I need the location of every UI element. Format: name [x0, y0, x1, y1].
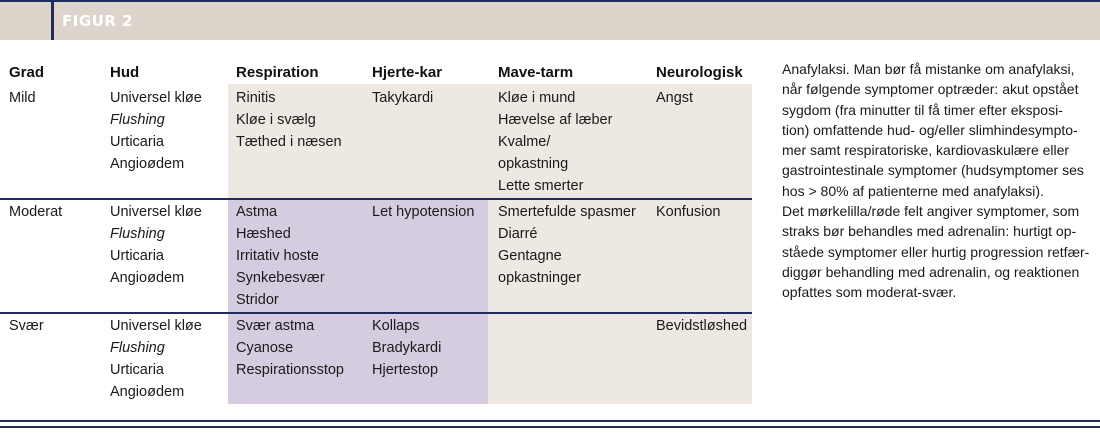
hud-cell: Universel kløe Flushing Urticaria Angioødem — [110, 318, 202, 400]
mave-tarm-cell: Kløe i mund Hævelse af læber Kvalme/ opkastning Lette smerter — [498, 90, 613, 194]
neurologisk-cell: Angst — [656, 90, 694, 106]
caption-line: sygdom (fra minutter til få timer efter eksposi- — [782, 101, 1063, 118]
caption-line: diggør behandling med adrenalin, og reaktionen — [782, 263, 1080, 280]
bottom-rule — [0, 426, 1100, 428]
respiration-cell: Astma Hæshed Irritativ hoste Synkebesvær Stridor — [236, 204, 325, 308]
hud-cell: Universel kløe Flushing Urticaria Angioødem — [110, 204, 202, 286]
figure-banner — [0, 2, 1100, 40]
neurologisk-cell: Bevidstløshed — [656, 318, 748, 334]
header-neurologisk: Neurologisk — [656, 64, 743, 81]
figure-title: FIGUR 2 — [62, 12, 134, 30]
hud-cell: Universel kløe Flushing Urticaria Angioødem — [110, 90, 202, 172]
caption-line: gastrointestinale symptomer (hudsymptomer ses — [782, 162, 1084, 179]
grade-cell: Moderat — [9, 204, 63, 220]
caption-line: mer samt respiratoriske, kardiovaskulære eller — [782, 142, 1070, 159]
header-mave-tarm: Mave-tarm — [498, 64, 574, 81]
caption-line: ståede symptomer eller hurtig progression retfær- — [782, 243, 1090, 260]
header-respiration: Respiration — [236, 64, 319, 81]
hjerte-kar-cell: Let hypotension — [372, 204, 475, 220]
header-hud: Hud — [110, 64, 140, 81]
row-divider — [0, 198, 752, 200]
caption-line: tion) omfattende hud- og/eller slimhindesympto- — [782, 121, 1078, 138]
figure-caption — [782, 59, 1098, 303]
neurologisk-cell: Konfusion — [656, 204, 721, 220]
grade-cell: Mild — [9, 90, 36, 106]
header-grad: Grad — [9, 64, 45, 81]
banner-accent-bar — [51, 2, 54, 40]
caption-line: når følgende symptomer optræder: akut opstået — [782, 81, 1079, 98]
caption-line: hos > 80% af patienterne med anafylaksi). — [782, 182, 1044, 199]
caption-line: opfattes som moderat-svær. — [782, 284, 957, 301]
caption-line: Anafylaksi. Man bør få mistanke om anafylaksi, — [782, 61, 1075, 77]
grade-cell: Svær — [9, 318, 44, 334]
hjerte-kar-cell: Kollaps Bradykardi Hjertestop — [372, 318, 442, 378]
mave-tarm-cell: Smertefulde spasmer Diarré Gentagne opkastninger — [498, 204, 636, 286]
header-hjerte-kar: Hjerte-kar — [372, 64, 443, 81]
row-divider — [0, 312, 752, 314]
caption-line: straks bør behandles med adrenalin: hurtigt op- — [782, 223, 1077, 240]
respiration-cell: Svær astma Cyanose Respirationsstop — [236, 318, 344, 378]
hjerte-kar-cell: Takykardi — [372, 90, 434, 106]
bottom-rule — [0, 420, 1100, 422]
caption-line: Det mørkelilla/røde felt angiver symptomer, som — [782, 203, 1080, 220]
respiration-cell: Rinitis Kløe i svælg Tæthed i næsen — [236, 90, 342, 150]
